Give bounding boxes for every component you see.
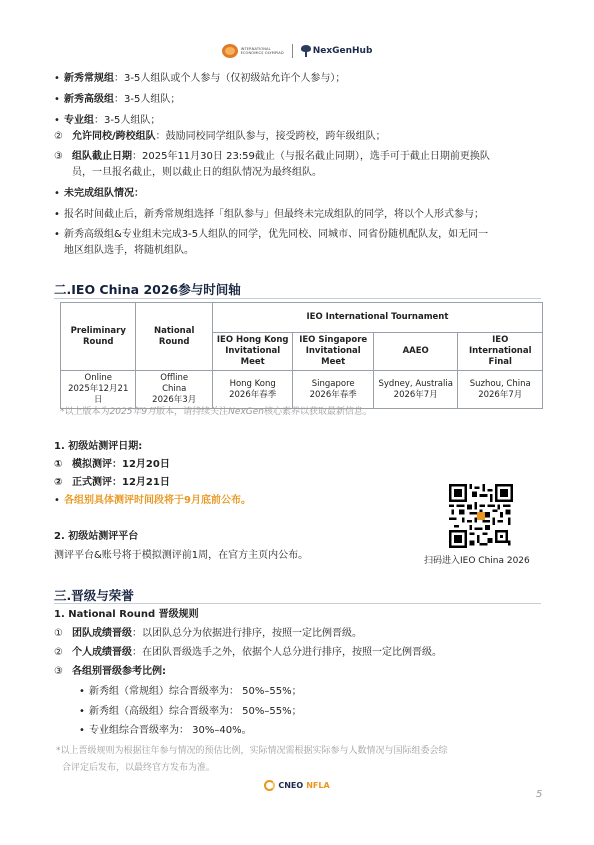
mock-test-date: ① 模拟测评：12月20日: [54, 459, 170, 470]
ratio-item: • 专业组综合晋级率为： 30%–40%。: [79, 724, 252, 738]
table-header-national: National Round: [136, 303, 212, 371]
list-item-continuation: 地区组队选手，将随机组队。: [64, 245, 194, 256]
list-item: • 新秀高级组&专业组未完成3-5人组队的同学，优先同校、同城市、同省份随机配队友，如无同一: [54, 228, 488, 242]
table-subheader-hk: IEO Hong Kong Invitational Meet: [212, 333, 293, 371]
ieo-logo: [222, 44, 284, 58]
section-title-promotion: 三.晋级与荣誉: [54, 588, 134, 603]
ieo-logo-text-1: INTERNATIONAL: [240, 47, 271, 51]
timeline-table: [60, 302, 543, 409]
ieo-emblem-icon: [222, 44, 238, 58]
list-item: ② 允许同校/跨校组队：鼓励同校同学组队参与，接受跨校，跨年级组队；: [54, 131, 386, 142]
list-item: ③ 组队截止日期：2025年11月30日 23:59截止（与报名截止同期），选手可于截止日期前更换队: [54, 151, 490, 162]
qr-caption: 扫码进入IEO China 2026: [424, 556, 530, 566]
ratio-item: • 新秀组（高级组）综合晋级率为： 50%–55%；: [79, 705, 302, 719]
schedule-notice: • 各组别具体测评时间段将于9月底前公布。: [54, 494, 251, 508]
footer-logo: [0, 780, 594, 791]
nfla-logo-text: NFLA: [306, 781, 330, 790]
table-subheader-sg: IEO Singapore Invitational Meet: [293, 333, 374, 371]
table-cell-national: Offline China 2026年3月: [136, 371, 212, 409]
table-cell-preliminary: Online 2025年12月21 日: [61, 371, 136, 409]
list-item: • 新秀高级组：3-5人组队；: [54, 93, 180, 107]
table-cell-sg: Singapore 2026年春季: [293, 371, 374, 409]
list-item: • 新秀常规组：3-5人组队或个人参与（仅初级站允许个人参与）；: [54, 72, 345, 86]
promotion-note-line2: 合评定后发布，以最终官方发布为准。: [62, 763, 216, 773]
nexgen-logo: [301, 45, 373, 57]
table-subheader-aaeo: AAEO: [373, 333, 458, 371]
table-subheader-final: IEO International Final: [458, 333, 543, 371]
platform-title: 2. 初级站测评平台: [54, 531, 139, 542]
table-header-international: IEO International Tournament: [212, 303, 542, 333]
prelim-date-title: 1. 初级站测评日期:: [54, 441, 143, 452]
tree-icon: [301, 45, 311, 57]
promotion-note-line1: *以上晋级规则为根据往年参与情况的预估比例，实际情况需根据实际参与人数情况与国际组委会综: [56, 746, 448, 756]
table-header-preliminary: Preliminary Round: [61, 303, 136, 371]
rule-team: ① 团队成绩晋级：以团队总分为依据进行排序，按照一定比例晋级。: [54, 628, 362, 639]
section-divider: [54, 298, 541, 299]
list-item: • 未完成组队情况：: [54, 187, 144, 201]
rule-ratios: ③ 各组别晋级参考比例:: [54, 666, 166, 677]
nexgen-logo-text: NexGenHub: [312, 46, 373, 56]
ratio-item: • 新秀组（常规组）综合晋级率为： 50%–55%；: [79, 685, 302, 699]
list-item: • 报名时间截止后，新秀常规组选择「组队参与」但最终未完成组队的同学，将以个人形式参与；: [54, 208, 484, 222]
list-item: • 专业组：3-5人组队；: [54, 114, 160, 128]
platform-text: 测评平台&账号将于模拟测评前1周，在官方主页内公布。: [54, 550, 309, 561]
qr-code[interactable]: [449, 484, 513, 548]
logo-divider: [292, 44, 293, 58]
table-cell-aaeo: Sydney, Australia 2026年7月: [373, 371, 458, 409]
table-cell-hk: Hong Kong 2026年春季: [212, 371, 293, 409]
ieo-logo-text-2: ECONOMICS OLYMPIAD: [240, 51, 284, 55]
promotion-subtitle: 1. National Round 晋级规则: [54, 609, 199, 620]
section-title-timeline: 二.IEO China 2026参与时间轴: [54, 282, 241, 297]
table-cell-final: Suzhou, China 2026年7月: [458, 371, 543, 409]
version-note: *以上版本为2025年9月版本，请持续关注NexGen核心素养以获取最新信息。: [60, 407, 372, 417]
formal-test-date: ② 正式测评：12月21日: [54, 477, 170, 488]
header-logos: [0, 44, 594, 58]
rule-individual: ② 个人成绩晋级：在团队晋级选手之外，依据个人总分进行排序，按照一定比例晋级。: [54, 647, 442, 658]
page-number: 5: [536, 789, 543, 800]
cneo-logo-icon: [264, 780, 275, 791]
cneo-logo-text: CNEO: [278, 781, 304, 790]
list-item-continuation: 员，一旦报名截止，则以截止日的组队情况为最终组队。: [72, 167, 322, 178]
section-divider: [54, 603, 541, 604]
